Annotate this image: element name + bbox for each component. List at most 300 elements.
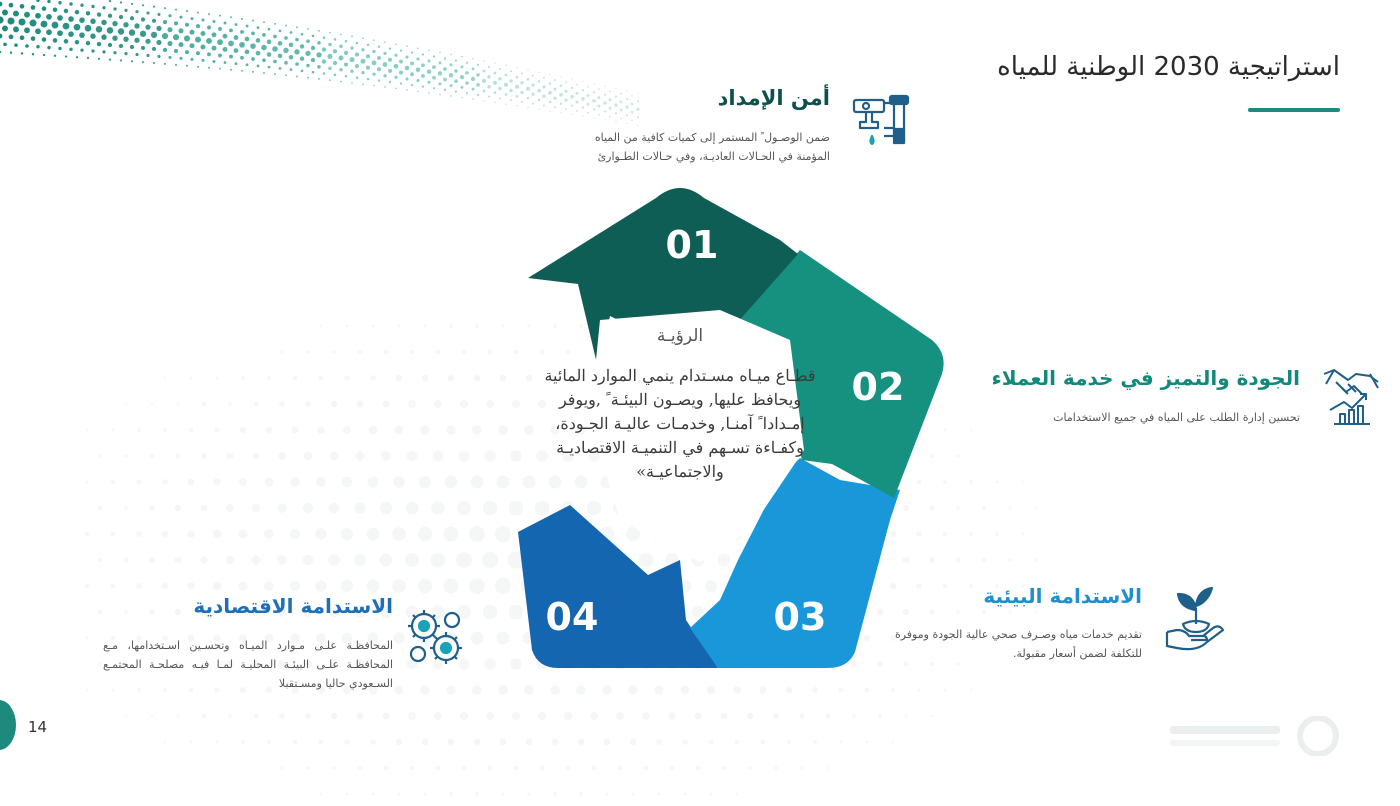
background-dot bbox=[318, 375, 323, 380]
background-dot bbox=[251, 555, 260, 564]
background-dot bbox=[136, 479, 141, 484]
background-dot bbox=[670, 766, 675, 771]
background-dot bbox=[357, 401, 364, 408]
background-dot bbox=[290, 581, 301, 592]
background-dot bbox=[110, 583, 115, 588]
background-dot bbox=[187, 582, 195, 590]
background-dot bbox=[395, 686, 404, 695]
background-dot bbox=[372, 325, 375, 328]
background-dot bbox=[151, 715, 154, 718]
background-dot bbox=[342, 477, 353, 488]
background-dot bbox=[735, 740, 740, 745]
background-dot bbox=[449, 324, 452, 327]
background-dot bbox=[303, 555, 314, 566]
background-dot bbox=[382, 712, 389, 719]
background-dot bbox=[123, 557, 128, 562]
background-dot bbox=[213, 530, 221, 538]
background-dot bbox=[747, 713, 753, 719]
background-dot bbox=[341, 580, 353, 592]
background-dot bbox=[357, 713, 364, 720]
background-dot bbox=[330, 452, 339, 461]
background-dot bbox=[1009, 455, 1011, 457]
background-dot bbox=[344, 375, 350, 381]
page-title: استراتيجية 2030 الوطنية للمياه bbox=[997, 52, 1340, 82]
background-dot bbox=[277, 503, 286, 512]
background-dot bbox=[264, 581, 274, 591]
background-dot bbox=[418, 527, 432, 541]
background-dot bbox=[604, 739, 611, 746]
background-dot bbox=[149, 609, 155, 615]
background-dot bbox=[124, 610, 129, 615]
background-dot bbox=[176, 402, 179, 405]
background-dot bbox=[395, 426, 404, 435]
background-dot bbox=[474, 739, 481, 746]
background-dot bbox=[151, 403, 154, 406]
background-dot bbox=[524, 685, 534, 695]
background-dot bbox=[460, 712, 468, 720]
background-dot bbox=[436, 766, 441, 771]
background-dot bbox=[277, 555, 287, 565]
background-dot bbox=[682, 739, 688, 745]
background-dot bbox=[406, 502, 419, 515]
background-dot bbox=[370, 739, 376, 745]
background-dot bbox=[176, 714, 179, 717]
background-dot bbox=[136, 583, 142, 589]
plant-hand-icon bbox=[1163, 584, 1229, 652]
background-dot bbox=[306, 766, 309, 769]
page-number: 14 bbox=[28, 718, 48, 736]
background-dot bbox=[187, 530, 195, 538]
background-dot bbox=[318, 739, 323, 744]
background-dot bbox=[892, 741, 894, 743]
item-title-supply-security: أمن الإمداد bbox=[717, 86, 830, 110]
background-dot bbox=[291, 426, 298, 433]
item-desc-supply-security: ضمن الوصـول ً المستمر إلى كميات كافية من المياه المؤمنة في الحـالات العاديـة، وفي حـالات الطـوارئ bbox=[594, 131, 830, 163]
background-dot bbox=[733, 686, 741, 694]
background-dot bbox=[226, 504, 234, 512]
background-dot bbox=[419, 476, 431, 488]
background-dot bbox=[367, 528, 380, 541]
background-dot bbox=[305, 713, 311, 719]
background-dot bbox=[644, 766, 649, 771]
background-dot bbox=[552, 739, 559, 746]
background-dot bbox=[759, 686, 766, 693]
background-dot bbox=[279, 713, 285, 719]
background-dot bbox=[281, 767, 284, 770]
background-dot bbox=[381, 451, 391, 461]
background-dot bbox=[658, 793, 661, 796]
background-dot bbox=[838, 687, 843, 692]
background-dot bbox=[281, 351, 284, 354]
background-dot bbox=[98, 506, 102, 510]
background-dot bbox=[694, 712, 701, 719]
background-dot bbox=[215, 376, 218, 379]
background-dot bbox=[420, 425, 429, 434]
background-dot bbox=[215, 740, 218, 743]
background-dot bbox=[982, 610, 986, 614]
background-dot bbox=[125, 403, 127, 405]
background-dot bbox=[379, 553, 392, 566]
background-dot bbox=[500, 739, 507, 746]
cycle-number-01: 01 bbox=[665, 223, 719, 267]
background-dot bbox=[501, 792, 505, 796]
background-dot bbox=[136, 531, 142, 537]
background-dot bbox=[346, 325, 349, 328]
background-dot bbox=[748, 766, 752, 770]
background-dot bbox=[460, 400, 468, 408]
background-dot bbox=[944, 689, 947, 692]
background-dot bbox=[392, 579, 406, 593]
background-dot bbox=[526, 739, 533, 746]
background-dot bbox=[112, 429, 115, 432]
cycle-number-03: 03 bbox=[773, 595, 827, 639]
background-dot bbox=[190, 377, 193, 380]
background-dot bbox=[446, 685, 456, 695]
background-dot bbox=[422, 739, 428, 745]
background-dot bbox=[149, 557, 155, 563]
background-dot bbox=[227, 453, 234, 460]
background-dot bbox=[498, 685, 508, 695]
background-dot bbox=[213, 582, 221, 590]
background-dot bbox=[904, 714, 907, 717]
background-dot bbox=[1009, 663, 1011, 665]
background-dot bbox=[736, 793, 738, 795]
background-dot bbox=[983, 455, 986, 458]
item-desc-customer-quality: تحسين إدارة الطلب على المياه في جميع الاستخدامات bbox=[1053, 411, 1300, 424]
background-dot bbox=[189, 428, 194, 433]
background-dot bbox=[708, 739, 713, 744]
background-dot bbox=[213, 478, 220, 485]
background-dot bbox=[813, 740, 817, 744]
background-dot bbox=[254, 714, 259, 719]
handshake-growth-icon bbox=[1322, 364, 1380, 428]
background-dot bbox=[214, 427, 220, 433]
background-dot bbox=[1022, 533, 1025, 536]
background-dot bbox=[787, 740, 791, 744]
item-desc-environmental: تقديم خدمات مياه وصـرف صحي عالية الجودة وموفرة للتكلفة لضمن أسعار مقبولة. bbox=[894, 628, 1142, 660]
background-dot bbox=[553, 792, 557, 796]
background-dot bbox=[539, 765, 544, 770]
background-dot bbox=[487, 765, 492, 770]
background-dot bbox=[317, 426, 325, 434]
background-dot bbox=[202, 714, 206, 718]
background-dot bbox=[238, 581, 247, 590]
background-dot bbox=[410, 766, 415, 771]
background-dot bbox=[384, 766, 388, 770]
background-dot bbox=[655, 686, 664, 695]
background-dot bbox=[320, 325, 322, 327]
background-dot bbox=[266, 427, 273, 434]
background-dot bbox=[354, 554, 366, 566]
background-dot bbox=[449, 792, 452, 795]
cycle-number-04: 04 bbox=[545, 595, 599, 639]
background-dot bbox=[891, 688, 895, 692]
background-dot bbox=[721, 713, 728, 720]
background-dot bbox=[761, 740, 766, 745]
background-dot bbox=[382, 400, 389, 407]
background-dot bbox=[252, 504, 261, 513]
background-dot bbox=[240, 427, 246, 433]
background-dot bbox=[305, 401, 311, 407]
background-dot bbox=[456, 552, 472, 568]
background-dot bbox=[124, 454, 128, 458]
background-dot bbox=[564, 712, 572, 720]
background-dot bbox=[970, 689, 972, 691]
background-dot bbox=[408, 400, 416, 408]
background-dot bbox=[396, 375, 402, 381]
background-dot bbox=[431, 553, 446, 568]
background-dot bbox=[149, 505, 155, 511]
background-dot bbox=[396, 739, 402, 745]
background-dot bbox=[329, 503, 340, 514]
background-dot bbox=[188, 479, 195, 486]
background-dot bbox=[255, 767, 258, 770]
background-dot bbox=[878, 714, 882, 718]
background-dot bbox=[398, 325, 401, 328]
background-dot bbox=[315, 528, 326, 539]
background-dot bbox=[684, 793, 687, 796]
background-dot bbox=[346, 793, 349, 796]
background-dot bbox=[241, 376, 245, 380]
vision-text: قطـاع ميـاه مسـتدام ينمي الموارد المائية ويحافظ عليها, ويصـون البيئـة ً ,ويوفر إمـدادا ً آمنـا, وخدمـات عاليـة الجـودة، وكفـاءة تسـهم في التنميـة الاقتصاديـة والاجتماعيـة» bbox=[544, 366, 816, 481]
background-dot bbox=[239, 478, 247, 486]
background-dot bbox=[513, 765, 518, 770]
background-dot bbox=[254, 402, 259, 407]
background-dot bbox=[392, 527, 406, 541]
background-dot bbox=[774, 766, 777, 769]
background-dot bbox=[448, 375, 455, 382]
background-dot bbox=[304, 452, 312, 460]
background-dot bbox=[162, 531, 169, 538]
background-dot bbox=[538, 712, 546, 720]
background-dot bbox=[486, 712, 494, 720]
background-dot bbox=[229, 767, 231, 769]
background-dot bbox=[668, 712, 676, 720]
background-dot bbox=[445, 476, 458, 489]
cycle-number-02: 02 bbox=[851, 365, 905, 409]
background-dot bbox=[238, 529, 247, 538]
background-dot bbox=[372, 793, 375, 796]
background-dot bbox=[408, 712, 416, 720]
background-dot bbox=[423, 792, 426, 795]
background-dot bbox=[332, 350, 336, 354]
item-title-economic: الاستدامة الاقتصادية bbox=[193, 594, 393, 618]
background-dot bbox=[355, 451, 365, 461]
background-dot bbox=[630, 739, 636, 745]
background-dot bbox=[472, 685, 482, 695]
item-desc-economic: المحافظـة علـى مـوارد الميـاه وتحسـين اسـتخدامها، مـع المحافظـة علـى البيئـة المحليـة لمـا فيـه مصلحـة المجتمـع السـعودي حاليا ومسـتقبلا bbox=[103, 639, 393, 690]
background-dot bbox=[85, 584, 89, 588]
background-dot bbox=[628, 685, 637, 694]
background-dot bbox=[512, 712, 520, 720]
background-dot bbox=[605, 792, 608, 795]
background-dot bbox=[370, 375, 376, 381]
background-dot bbox=[436, 350, 441, 355]
background-dot bbox=[343, 426, 351, 434]
background-dot bbox=[384, 350, 388, 354]
background-dot bbox=[328, 554, 340, 566]
background-dot bbox=[200, 504, 207, 511]
background-dot bbox=[458, 450, 469, 461]
background-dot bbox=[631, 792, 634, 795]
background-dot bbox=[475, 324, 479, 328]
background-dot bbox=[137, 428, 141, 432]
background-dot bbox=[1008, 558, 1012, 562]
background-dot bbox=[457, 501, 471, 515]
background-dot bbox=[86, 689, 88, 691]
background-dot bbox=[344, 739, 350, 745]
background-dot bbox=[852, 714, 856, 718]
background-dot bbox=[228, 714, 232, 718]
background-dot bbox=[164, 741, 166, 743]
background-dot bbox=[393, 476, 405, 488]
background-dot bbox=[162, 479, 168, 485]
background-dot bbox=[710, 793, 713, 796]
background-dot bbox=[475, 792, 479, 796]
background-dot bbox=[642, 712, 650, 720]
background-dot bbox=[398, 793, 401, 796]
background-dot bbox=[162, 583, 169, 590]
background-dot bbox=[995, 532, 998, 535]
background-dot bbox=[85, 480, 89, 484]
background-dot bbox=[150, 454, 154, 458]
background-dot bbox=[602, 685, 612, 695]
vision-box bbox=[540, 326, 820, 484]
background-dot bbox=[812, 687, 818, 693]
background-dot bbox=[163, 428, 167, 432]
background-dot bbox=[576, 685, 586, 695]
background-dot bbox=[99, 455, 102, 458]
background-dot bbox=[358, 766, 362, 770]
background-dot bbox=[229, 351, 231, 353]
background-dot bbox=[190, 741, 193, 744]
background-dot bbox=[332, 766, 336, 770]
background-dot bbox=[306, 350, 309, 353]
item-title-environmental: الاستدامة البيئية bbox=[983, 584, 1142, 608]
background-dot bbox=[267, 376, 271, 380]
background-dot bbox=[423, 324, 426, 327]
background-dot bbox=[565, 765, 570, 770]
background-dot bbox=[267, 740, 271, 744]
background-dot bbox=[431, 501, 445, 515]
background-dot bbox=[252, 452, 259, 459]
background-dot bbox=[201, 453, 207, 459]
background-dot bbox=[278, 452, 286, 460]
background-dot bbox=[722, 766, 726, 770]
background-dot bbox=[98, 558, 102, 562]
background-dot bbox=[124, 506, 129, 511]
background-dot bbox=[681, 686, 690, 695]
background-dot bbox=[462, 350, 467, 355]
water-pipe-icon bbox=[850, 92, 914, 156]
background-dot bbox=[316, 477, 326, 487]
background-dot bbox=[578, 739, 585, 746]
background-dot bbox=[255, 351, 258, 354]
background-dot bbox=[410, 350, 415, 355]
background-dot bbox=[418, 579, 432, 593]
background-dot bbox=[98, 610, 102, 614]
background-dot bbox=[241, 740, 245, 744]
background-dot bbox=[434, 400, 442, 408]
background-dot bbox=[446, 425, 456, 435]
background-dot bbox=[265, 478, 274, 487]
item-title-customer-quality: الجودة والتميز في خدمة العملاء bbox=[991, 366, 1300, 390]
background-dot bbox=[982, 558, 986, 562]
background-dot bbox=[865, 688, 870, 693]
background-dot bbox=[443, 578, 458, 593]
background-dot bbox=[85, 532, 89, 536]
background-dot bbox=[331, 713, 337, 719]
background-dot bbox=[175, 453, 180, 458]
background-dot bbox=[1008, 506, 1011, 509]
background-dot bbox=[827, 767, 829, 769]
background-dot bbox=[85, 636, 89, 640]
background-dot bbox=[917, 688, 921, 692]
background-dot bbox=[369, 426, 378, 435]
background-dot bbox=[407, 451, 417, 461]
background-dot bbox=[448, 739, 455, 746]
background-dot bbox=[527, 792, 531, 796]
background-dot bbox=[433, 451, 444, 462]
background-dot bbox=[996, 481, 999, 484]
background-dot bbox=[931, 715, 934, 718]
background-dot bbox=[202, 402, 206, 406]
background-dot bbox=[331, 401, 337, 407]
background-dot bbox=[367, 580, 380, 593]
background-dot bbox=[839, 740, 842, 743]
background-dot bbox=[1008, 610, 1011, 613]
background-dot bbox=[290, 477, 299, 486]
background-dot bbox=[367, 476, 378, 487]
background-dot bbox=[175, 557, 182, 564]
background-dot bbox=[656, 739, 662, 745]
background-dot bbox=[443, 526, 458, 541]
vision-title: الرؤيـة bbox=[656, 326, 704, 346]
background-dot bbox=[164, 377, 166, 379]
background-dot bbox=[175, 609, 181, 615]
brand-logo bbox=[1168, 716, 1368, 756]
background-dot bbox=[125, 715, 127, 717]
background-dot bbox=[111, 480, 115, 484]
background-dot bbox=[422, 375, 428, 381]
background-dot bbox=[420, 685, 429, 694]
background-dot bbox=[434, 712, 442, 720]
background-dot bbox=[616, 712, 624, 720]
background-dot bbox=[707, 686, 715, 694]
background-dot bbox=[801, 767, 804, 770]
background-dot bbox=[799, 713, 804, 718]
background-dot bbox=[358, 350, 362, 354]
background-dot bbox=[99, 663, 102, 666]
background-dot bbox=[315, 580, 326, 591]
background-dot bbox=[1035, 559, 1038, 562]
background-dot bbox=[1035, 611, 1037, 613]
background-dot bbox=[341, 528, 353, 540]
background-dot bbox=[618, 766, 623, 771]
background-dot bbox=[320, 793, 322, 795]
background-dot bbox=[405, 553, 419, 567]
background-dot bbox=[303, 503, 313, 513]
background-dot bbox=[200, 556, 208, 564]
background-dot bbox=[293, 376, 298, 381]
background-dot bbox=[590, 712, 598, 720]
background-dot bbox=[826, 714, 831, 719]
background-dot bbox=[110, 531, 115, 536]
background-dot bbox=[1035, 507, 1037, 509]
background-dot bbox=[1022, 481, 1024, 483]
title-underline bbox=[1248, 108, 1340, 112]
background-dot bbox=[786, 687, 793, 694]
